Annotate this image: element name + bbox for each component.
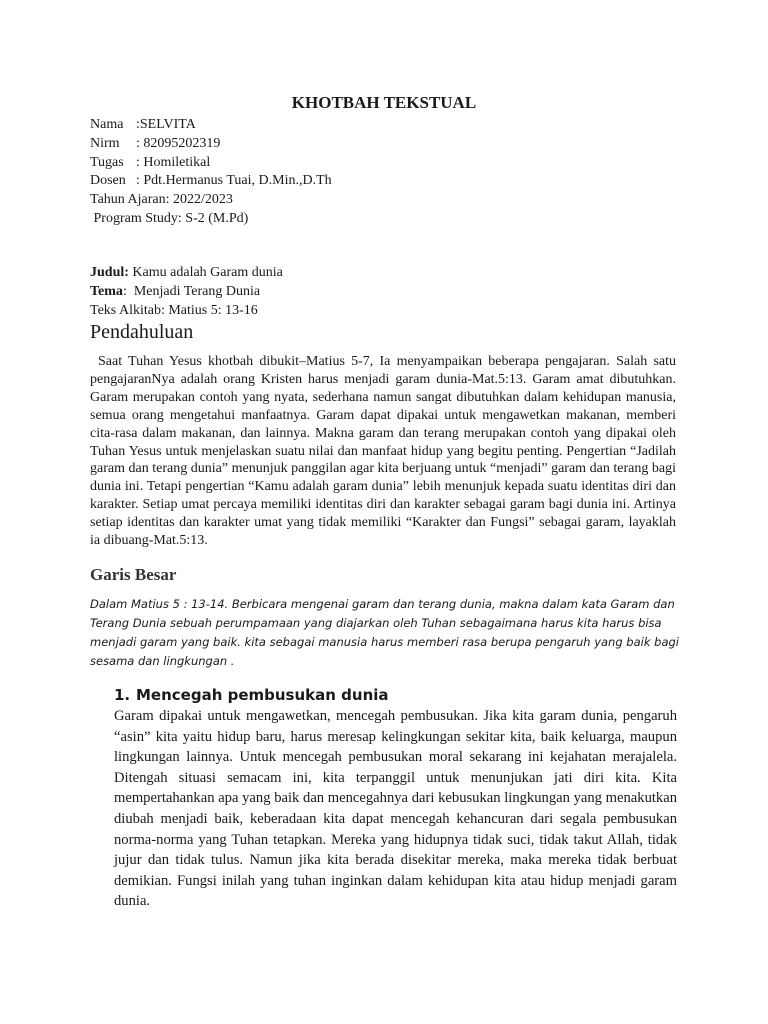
nama-row [90, 116, 332, 135]
section-1-paragraph: Garam dipakai untuk mengawetkan, mencegah pembusukan. Jika kita garam dunia, pengaruh “asin” kita yaitu hidup baru, harus meresap kelingkungan sekitar kita, baik keluarga, maupun lingkungan lainnya. Untuk mencegah pembusukan moral sekarang ini kejahatan merajalela. Ditengah situasi semacam ini, kita terpanggil untuk menunjukan jati diri kita. Kita mempertahankan apa yang baik dan mencegahnya dari kebusukan lingkungan yang menakutkan diubah menjadi baik, keberadaan kita dapat mencegah kehancuran dari segala pembusukan norma-norma yang Tuhan tetapkan. Mereka yang hidupnya tidak suci, tidak takut Allah, tidak jujur dan tidak tulus. Namun jika kita berada disekitar mereka, maka mereka tidak berbuat demikian. Fungsi inilah yang tuhan inginkan dalam kehidupan kita atau hidup menjadi garam dunia. [114, 708, 677, 910]
teks-alkitab: Teks Alkitab: Matius 5: 13-16 [90, 302, 258, 318]
dosen-value: : Pdt.Hermanus Tuai, D.Min.,D.Th [136, 173, 332, 189]
dosen-label: Dosen [90, 173, 126, 189]
tema-label: Tema [90, 283, 123, 299]
document-title: KHOTBAH TEKSTUAL [291, 93, 477, 112]
dosen-row [90, 172, 332, 191]
nama-value: :SELVITA [136, 117, 196, 132]
garis-besar-paragraph: Dalam Matius 5 : 13-14. Berbicara mengenai garam dan terang dunia, makna dalam kata Garam dan Terang Dunia sebuah perumpamaan yang diajarkan oleh Tuhan sebagaimana harus kita harus bisa menjadi garam yang baik. kita sebagai manusia harus memberi rasa berupa pengaruh yang baik bagi sesama dan lingkungan . [90, 597, 680, 668]
nirm-row [90, 135, 332, 154]
judul-row [90, 264, 283, 283]
judul-value: Kamu adalah Garam dunia [128, 265, 283, 280]
section-1-title: Mencegah pembusukan dunia [136, 686, 389, 704]
judul-label: Judul: [90, 265, 129, 280]
program-study: Program Study: S-2 (M.Pd) [90, 210, 249, 226]
pendahuluan-heading: Pendahuluan [90, 321, 194, 343]
pendahuluan-paragraph: Saat Tuhan Yesus khotbah dibukit–Matius 5-7, Ia menyampaikan beberapa pengajaran. Salah satu pengajaranNya adalah orang Kristen harus menjadi garam dunia-Mat.5:13. Garam amat dibutuhkan. Garam merupakan contoh yang nyata, sederhana namun sangat dibutuhkan dalam kehidupan manusia, semua orang mengetahui manfaatnya. Garam dapat dipakai untuk mengawetkan makanan, memberi cita-rasa dalam makanan, dan lainnya. Makna garam dan terang merupakan contoh yang dipakai oleh Tuhan Yesus untuk menjelaskan suatu nilai dan manfaat hidup yang begitu penting. Pengertian “Jadilah garam dan terang dunia” menunjuk panggilan agar kita berjuang untuk “menjadi” garam dan terang bagi dunia ini. Tetapi pengertian “Kamu adalah garam dunia” lebih menunjuk kepada suatu identitas diri dan karakter. Setiap umat percaya memiliki identitas diri dan karakter sebagai garam bagi dunia ini. Artinya setiap identitas dan karakter umat yang tidak memiliki “Karakter dan Fungsi” sebagai garam, layaklah ia dibuang-Mat.5:13. [90, 354, 676, 549]
tugas-label: Tugas [90, 154, 124, 170]
nama-label: Nama [90, 117, 124, 132]
section-1-number: 1. [114, 686, 131, 704]
garis-besar-heading: Garis Besar [90, 565, 177, 584]
tugas-row [90, 154, 332, 173]
nirm-value: : 82095202319 [136, 135, 221, 151]
tahun-ajaran: Tahun Ajaran: 2022/2023 [90, 192, 233, 208]
nirm-label: Nirm [90, 135, 120, 151]
tugas-value: : Homiletikal [136, 154, 211, 170]
author-info [90, 116, 332, 229]
tema-value: : Menjadi Terang Dunia [122, 283, 261, 299]
tema-row [90, 283, 283, 302]
sermon-info [90, 264, 283, 320]
section-1-heading [114, 686, 389, 704]
